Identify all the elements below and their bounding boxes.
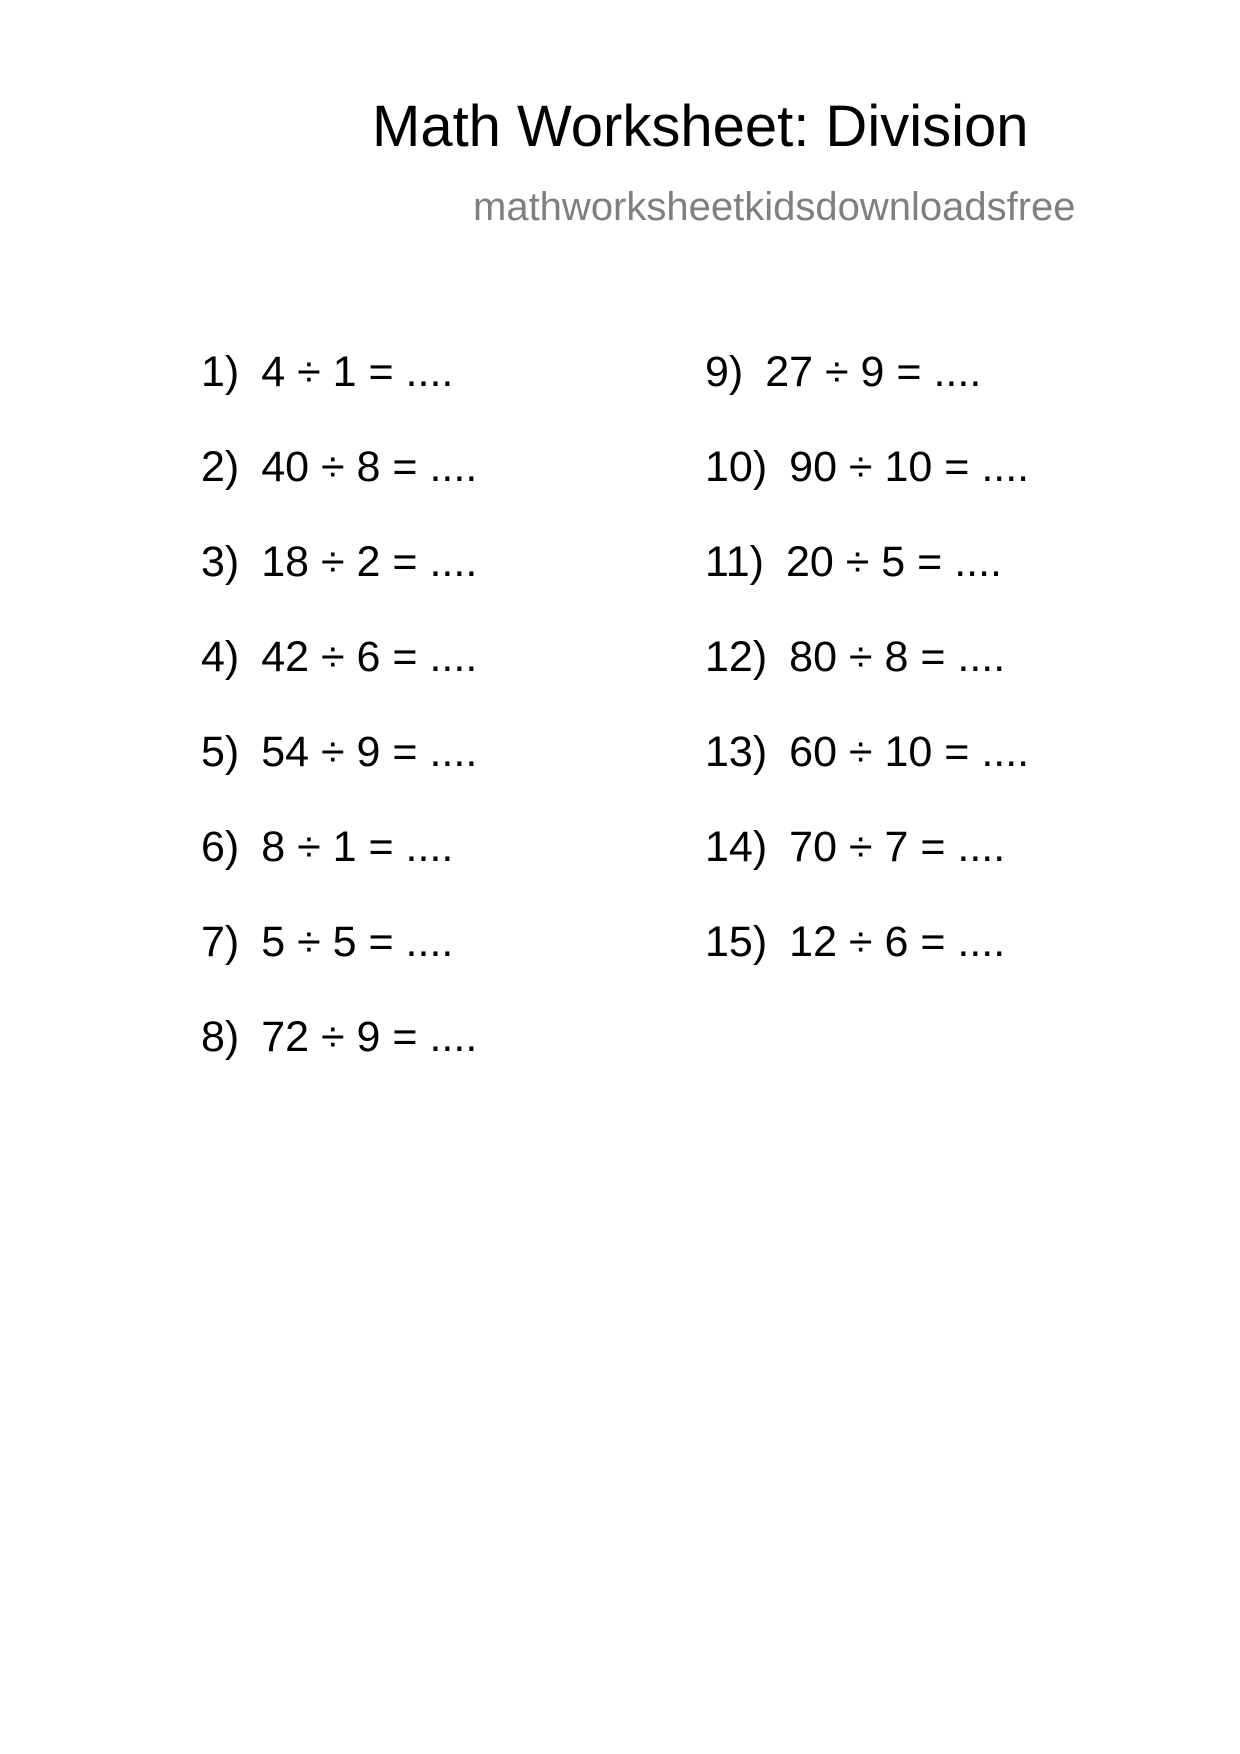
problem-number: 14) [705, 823, 768, 871]
problem-number: 6) [201, 823, 240, 871]
problem-item [705, 823, 1029, 921]
problem-number: 3) [201, 538, 240, 586]
problem-number: 4) [201, 633, 240, 681]
problem-expression: 18 ÷ 2 = .... [261, 538, 478, 586]
problem-item [705, 538, 1029, 636]
problem-item [201, 443, 478, 541]
problem-number: 10) [705, 443, 768, 491]
problem-expression: 4 ÷ 1 = .... [261, 348, 454, 396]
problem-item [201, 1013, 478, 1111]
problem-item [201, 823, 477, 921]
problem-item [705, 918, 1029, 1016]
problem-expression: 12 ÷ 6 = .... [789, 918, 1006, 966]
problem-number: 5) [201, 728, 240, 776]
problem-number: 1) [201, 348, 240, 396]
problem-item [201, 728, 478, 826]
problem-number: 13) [705, 728, 768, 776]
problem-number: 8) [201, 1013, 240, 1061]
problem-expression: 20 ÷ 5 = .... [785, 538, 1002, 586]
problem-expression: 54 ÷ 9 = .... [261, 728, 478, 776]
problem-expression: 70 ÷ 7 = .... [789, 823, 1006, 871]
problem-column-right [705, 348, 1030, 1016]
problem-number: 9) [705, 348, 744, 396]
problem-item [201, 633, 478, 731]
problem-expression: 27 ÷ 9 = .... [765, 348, 982, 396]
problem-expression: 8 ÷ 1 = .... [261, 823, 454, 871]
problem-item [705, 348, 1029, 446]
problem-expression: 42 ÷ 6 = .... [261, 633, 478, 681]
problem-number: 2) [201, 443, 240, 491]
problem-item [201, 538, 478, 636]
problem-number: 12) [705, 633, 768, 681]
problem-item [201, 918, 477, 1016]
problem-expression: 40 ÷ 8 = .... [261, 443, 478, 491]
problem-expression: 80 ÷ 8 = .... [789, 633, 1006, 681]
problem-expression: 90 ÷ 10 = .... [789, 443, 1030, 491]
problem-expression: 72 ÷ 9 = .... [261, 1013, 478, 1061]
problem-item [705, 728, 1030, 826]
problem-expression: 60 ÷ 10 = .... [789, 728, 1030, 776]
problem-item [201, 348, 477, 446]
problem-item [705, 633, 1029, 731]
problem-number: 7) [201, 918, 240, 966]
problem-column-left [201, 348, 478, 1111]
page-title: Math Worksheet: Division [372, 94, 1029, 159]
problem-expression: 5 ÷ 5 = .... [261, 918, 454, 966]
problem-item [705, 443, 1030, 541]
problem-number: 11) [705, 538, 764, 586]
problem-number: 15) [705, 918, 768, 966]
page-subtitle: mathworksheetkidsdownloadsfree [473, 185, 1076, 229]
